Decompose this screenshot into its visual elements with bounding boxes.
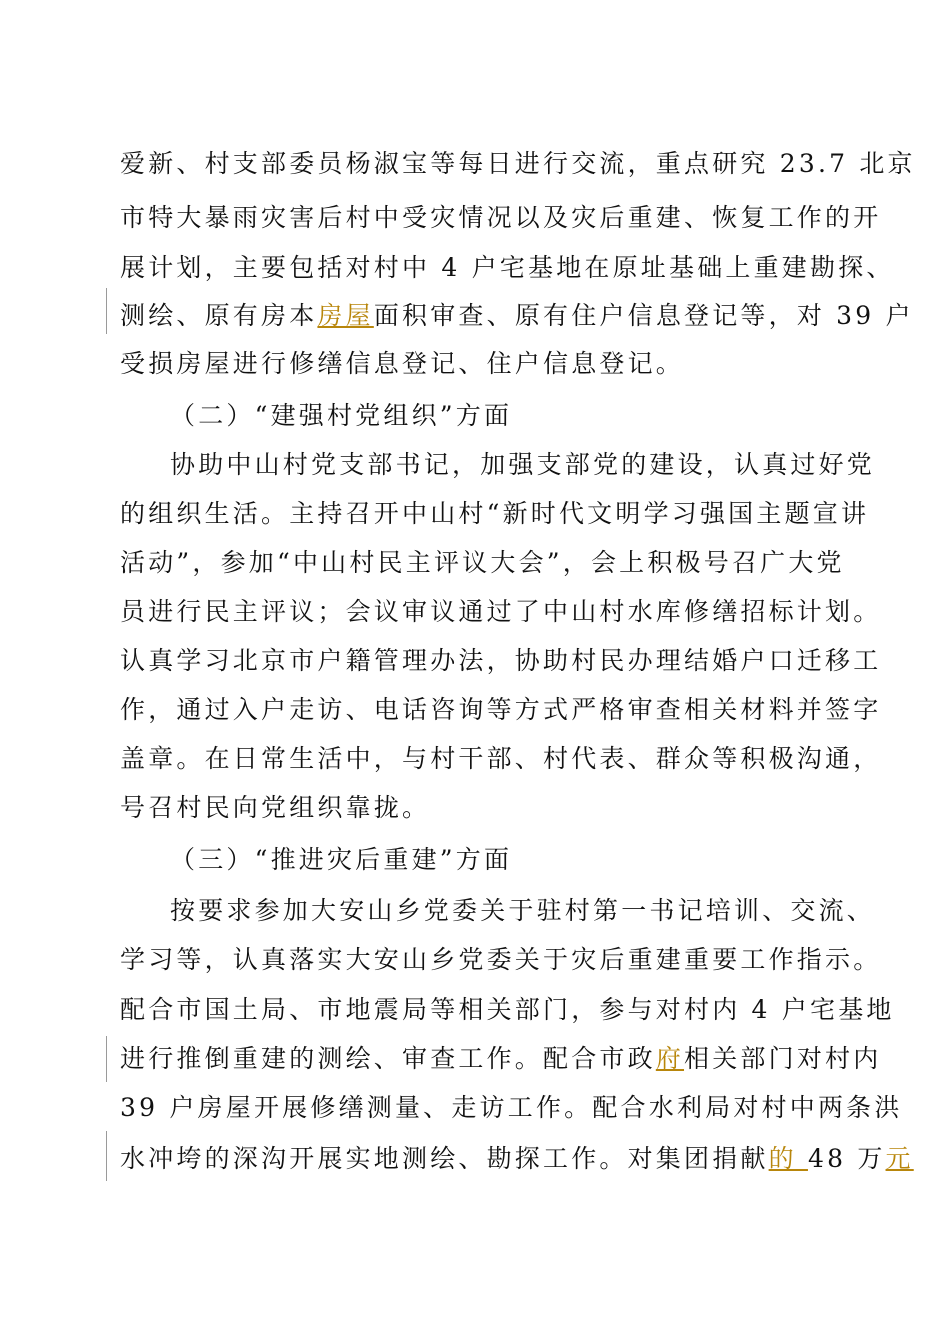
tracked-insertion[interactable]: 府 xyxy=(655,1044,685,1073)
text-run: 号召村民向党组织靠拢。 xyxy=(120,793,431,822)
text-line xyxy=(120,1088,903,1128)
text-run: 学习等，认真落实大安山乡党委关于灾后重建重要工作指示。 xyxy=(120,945,882,974)
tracked-insertion[interactable]: 房屋 xyxy=(317,301,374,330)
text-line xyxy=(120,739,882,779)
text-run: 相关部门对村内 xyxy=(684,1044,882,1073)
change-bar xyxy=(106,1131,107,1181)
text-run: 的组织生活。主持召开中山村“新时代文明学习强国主题宣讲 xyxy=(120,499,870,528)
text-run: 配合市国土局、市地震局等相关部门，参与对村内 4 户宅基地 xyxy=(120,995,895,1024)
section-heading xyxy=(170,840,880,880)
heading-text: （三）“推进灾后重建”方面 xyxy=(170,845,513,874)
text-run: 39 户房屋开展修缮测量、走访工作。配合水利局对村中两条洪 xyxy=(120,1093,903,1122)
tracked-insertion[interactable]: 元 xyxy=(885,1144,914,1173)
text-line xyxy=(120,543,845,583)
text-line xyxy=(120,990,895,1030)
text-run: 水冲垮的深沟开展实地测绘、勘探工作。对集团捐献 xyxy=(120,1144,769,1173)
text-line xyxy=(120,248,895,288)
text-line xyxy=(120,144,916,184)
section-heading xyxy=(170,396,880,436)
text-run: 市特大暴雨灾害后村中受灾情况以及灾后重建、恢复工作的开 xyxy=(120,203,882,232)
text-run: 盖章。在日常生活中，与村干部、村代表、群众等积极沟通， xyxy=(120,744,882,773)
text-run: 进行推倒重建的测绘、审查工作。配合市政 xyxy=(120,1044,656,1073)
text-run: 受损房屋进行修缮信息登记、住户信息登记。 xyxy=(120,349,685,378)
text-line xyxy=(120,494,870,534)
change-bar xyxy=(106,288,107,334)
tracked-insertion[interactable]: 的 xyxy=(768,1144,808,1173)
text-run: 活动”，参加“中山村民主评议大会”，会上积极号召广大党 xyxy=(120,548,845,577)
text-run: 协助中山村党支部书记，加强支部党的建设，认真过好党 xyxy=(170,450,876,479)
change-bar xyxy=(106,1036,107,1082)
text-run: 48 万 xyxy=(807,1144,886,1173)
text-run: 展计划，主要包括对村中 4 户宅基地在原址基础上重建勘探、 xyxy=(120,253,895,282)
text-run: 作，通过入户走访、电话咨询等方式严格审查相关材料并签字 xyxy=(120,695,882,724)
text-run: 面积审查、原有住户信息登记等，对 39 户 xyxy=(373,301,914,330)
text-run: 认真学习北京市户籍管理办法，协助村民办理结婚户口迁移工 xyxy=(120,646,882,675)
text-run: 员进行民主评议；会议审议通过了中山村水库修缮招标计划。 xyxy=(120,597,882,626)
text-line xyxy=(120,1139,914,1179)
text-line xyxy=(120,940,882,980)
text-line xyxy=(120,1039,882,1079)
text-line xyxy=(120,690,882,730)
heading-text: （二）“建强村党组织”方面 xyxy=(170,401,513,430)
text-line xyxy=(120,198,882,238)
text-line xyxy=(120,296,914,336)
text-line xyxy=(170,891,880,931)
text-line xyxy=(120,344,830,384)
text-line xyxy=(120,592,882,632)
text-line xyxy=(120,641,882,681)
text-run: 测绘、原有房本 xyxy=(120,301,318,330)
text-run: 按要求参加大安山乡党委关于驻村第一书记培训、交流、 xyxy=(170,896,876,925)
text-line xyxy=(120,788,830,828)
text-run: 爱新、村支部委员杨淑宝等每日进行交流，重点研究 23.7 北京 xyxy=(120,149,916,178)
text-line xyxy=(170,445,880,485)
